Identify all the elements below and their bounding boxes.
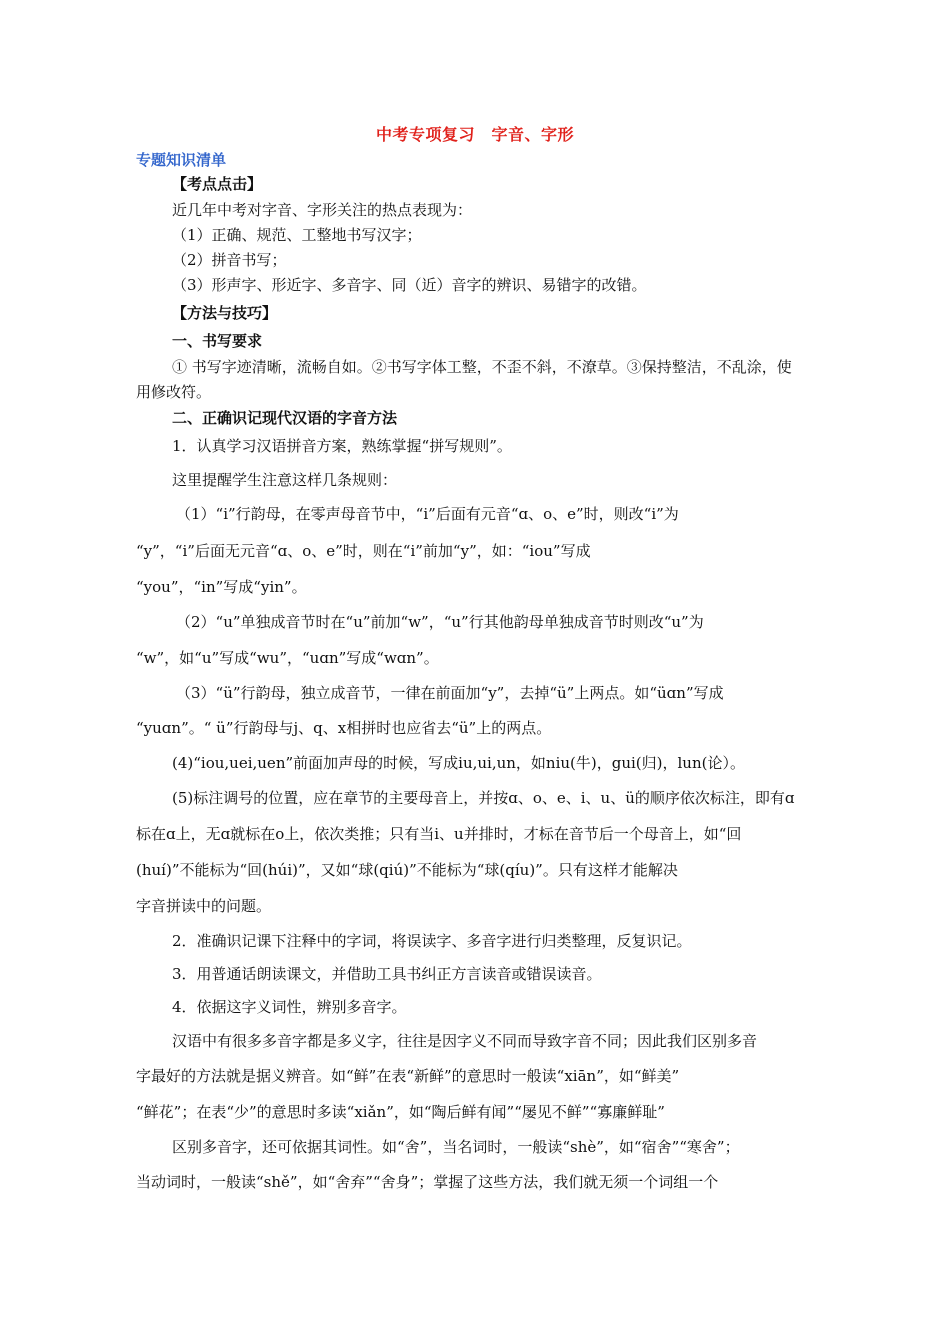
paragraph-line: 近几年中考对字音、字形关注的热点表现为：	[172, 201, 473, 219]
paragraph-line: (5)标注调号的位置，应在章节的主要母音上，并按ɑ、o、e、i、u、ü的顺序依次标注，即有ɑ	[172, 789, 795, 807]
list-item: （3）形声字、形近字、多音字、同（近）音字的辨识、易错字的改错。	[172, 276, 647, 294]
paragraph-line: 1．认真学习汉语拼音方案，熟练掌握“拼写规则”。	[172, 437, 512, 455]
paragraph-line: “you”，“in”写成“yin”。	[136, 578, 307, 596]
paragraph-line: “yuɑn”。“ ü”行韵母与j、q、x相拼时也应省去“ü”上的两点。	[136, 719, 552, 737]
paragraph-line: 区别多音字，还可依据其词性。如“舍”，当名词时，一般读“shè”，如“宿舍”“寒舍”；	[172, 1138, 740, 1156]
paragraph-line: 汉语中有很多多音字都是多义字，往往是因字义不同而导致字音不同；因此我们区别多音	[172, 1032, 758, 1050]
section-heading: 专题知识清单	[136, 151, 227, 169]
paragraph-line: ① 书写字迹清晰，流畅自如。②书写字体工整，不歪不斜，不潦草。③保持整洁，不乱涂，使	[172, 358, 792, 376]
paragraph-line: “w”，如“u”写成“wu”，“uɑn”写成“wɑn”。	[136, 649, 439, 667]
paragraph-line: “鲜花”；在表“少”的意思时多读“xiǎn”，如“陶后鲜有闻”“屡见不鲜”“寡廉鲜耻”	[136, 1103, 665, 1121]
paragraph-line: 4．依据这字义词性，辨别多音字。	[172, 998, 407, 1016]
paragraph-line: （3）“ü”行韵母，独立成音节，一律在前面加“y”，去掉“ü”上两点。如“üɑn”写成	[176, 684, 724, 702]
paragraph-line: 标在ɑ上，无ɑ就标在o上，依次类推；只有当i、u并排时，才标在音节后一个母音上，如“回	[136, 825, 742, 843]
heading-exam-points: 【考点点击】	[172, 175, 263, 193]
paragraph-line: 用修改符。	[136, 383, 212, 401]
paragraph-line: (4)“iou,uei,uen”前面加声母的时候，写成iu,ui,un，如niu(牛)，gui(归)，lun(论）。	[172, 754, 745, 772]
paragraph-line: （1）“i”行韵母，在零声母音节中，“i”后面有元音“ɑ、o、e”时，则改“i”为	[176, 505, 679, 523]
paragraph-line: 3．用普通话朗读课文，并借助工具书纠正方言读音或错误读音。	[172, 965, 602, 983]
paragraph-line: 这里提醒学生注意这样几条规则：	[172, 471, 398, 489]
list-item: （1）正确、规范、工整地书写汉字；	[172, 226, 422, 244]
list-item: （2）拼音书写；	[172, 251, 287, 269]
paragraph-line: 当动词时，一般读“shě”，如“舍弃”“舍身”；掌握了这些方法，我们就无须一个词组一个	[136, 1173, 719, 1191]
document-title: 中考专项复习 字音、字形	[375, 125, 574, 144]
paragraph-line: 字最好的方法就是据义辨音。如“鲜”在表“新鲜”的意思时一般读“xiān”，如“鲜美”	[136, 1067, 680, 1085]
paragraph-line: （2）“u”单独成音节时在“u”前加“w”，“u”行其他韵母单独成音节时则改“u”为	[176, 613, 704, 631]
paragraph-line: 字音拼读中的问题。	[136, 897, 272, 915]
subheading-pronunciation: 二、正确识记现代汉语的字音方法	[172, 409, 398, 427]
subheading-writing: 一、书写要求	[172, 332, 263, 350]
paragraph-line: “y”，“i”后面无元音“ɑ、o、e”时，则在“i”前加“y”，如：“iou”写成	[136, 542, 591, 560]
heading-methods: 【方法与技巧】	[172, 304, 278, 322]
paragraph-line: (huí)”不能标为“回(húi)”，又如“球(qiú)”不能标为“球(qíu)”。只有这样才能解决	[136, 861, 678, 879]
paragraph-line: 2．准确识记课下注释中的字词，将误读字、多音字进行归类整理，反复识记。	[172, 932, 692, 950]
